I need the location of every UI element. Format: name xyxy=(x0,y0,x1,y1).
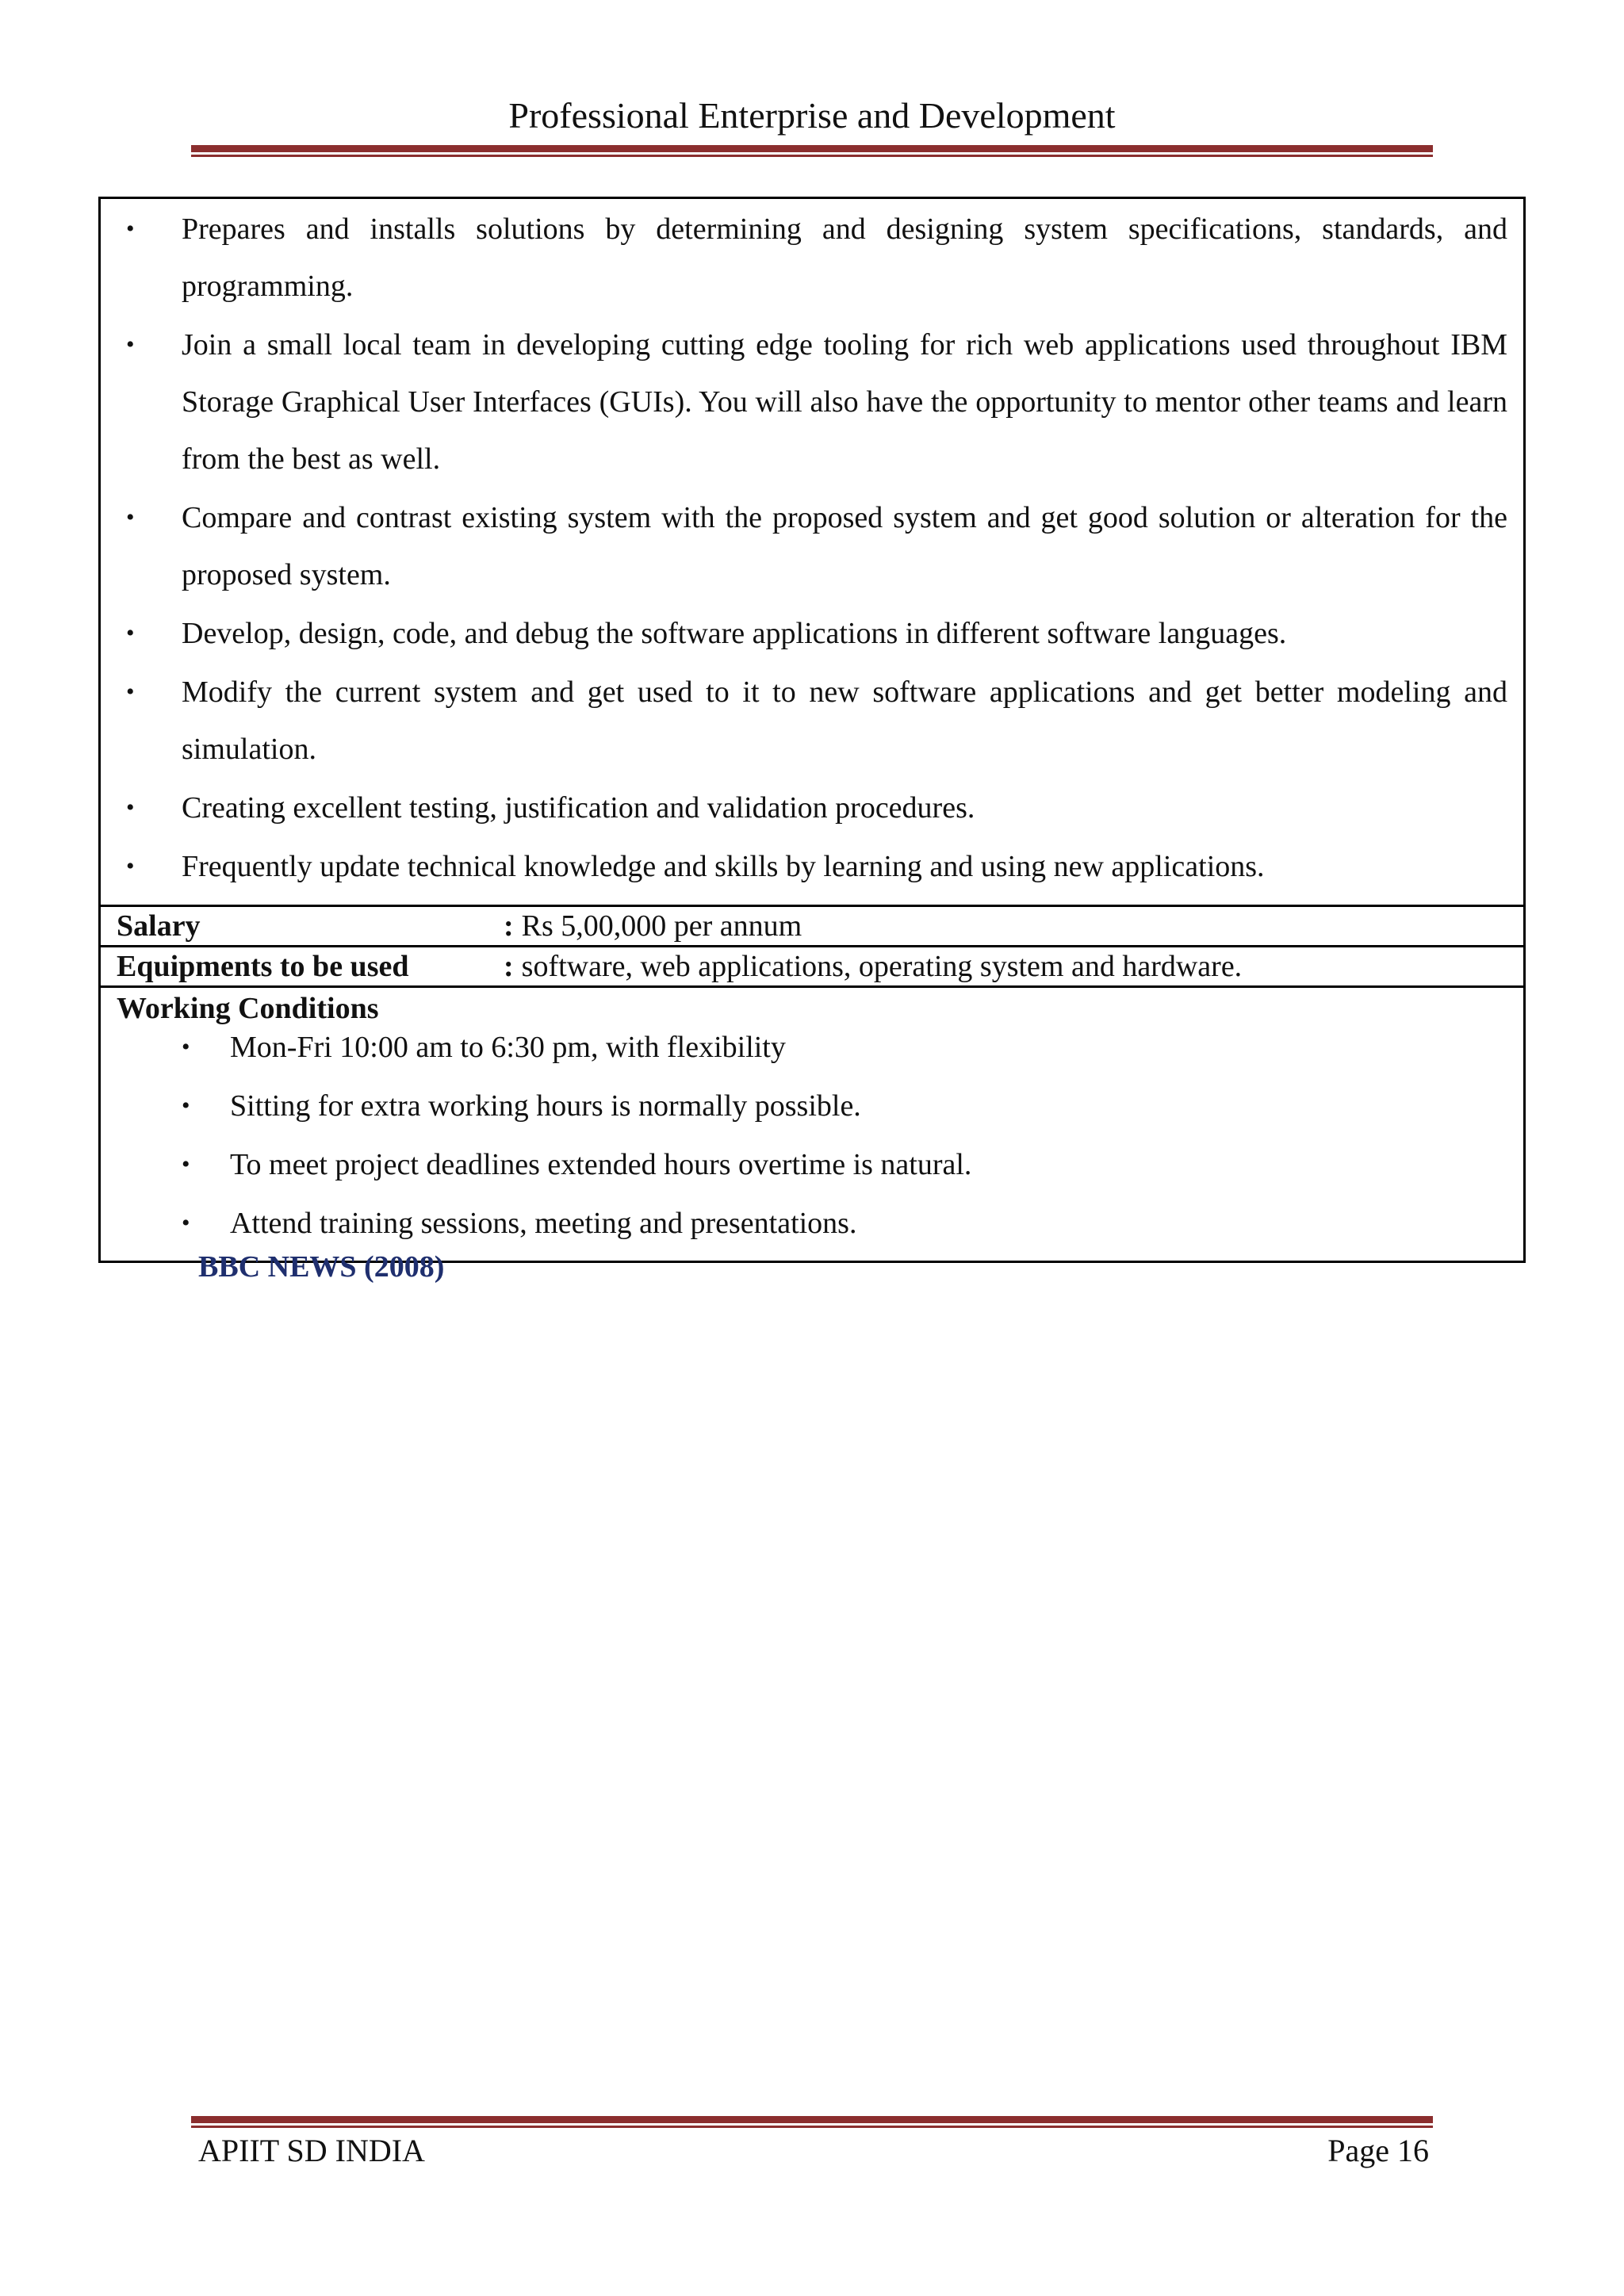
header-rule xyxy=(191,145,1433,157)
equipment-separator: : xyxy=(504,950,514,983)
footer-rule xyxy=(191,2116,1433,2128)
equipment-value: software, web applications, operating system and hardware. xyxy=(521,950,1243,983)
duty-item: • Creating excellent testing, justification and validation procedures. xyxy=(117,779,1507,836)
page-header-title: Professional Enterprise and Development xyxy=(508,95,1116,136)
salary-row xyxy=(101,907,1523,947)
job-description-table xyxy=(98,197,1526,1263)
working-conditions-title: Working Conditions xyxy=(117,992,379,1025)
bullet-icon: • xyxy=(126,620,135,646)
duty-item: • Join a small local team in developing cutting edge tooling for rich web applications used throughout IBM Storage Graphical User Interfaces (GUIs). You will also have the opportunity to mentor other teams and learn from the best as well. xyxy=(117,316,1507,488)
duty-item: • Frequently update technical knowledge and skills by learning and using new applications. xyxy=(117,838,1507,895)
bullet-icon: • xyxy=(126,331,135,358)
bullet-icon: • xyxy=(182,1093,190,1119)
duty-item: • Develop, design, code, and debug the software applications in different software languages. xyxy=(117,605,1507,662)
bullet-icon: • xyxy=(126,216,135,242)
duty-item: • Modify the current system and get used to it to new software applications and get better modeling and simulation. xyxy=(117,664,1507,778)
duty-item: • Compare and contrast existing system with the proposed system and get good solution or alteration for the proposed system. xyxy=(117,489,1507,603)
salary-value: Rs 5,00,000 per annum xyxy=(521,909,802,943)
bullet-icon: • xyxy=(126,504,135,530)
bullet-icon: • xyxy=(126,679,135,705)
condition-item: • Attend training sessions, meeting and presentations. xyxy=(117,1194,1507,1253)
bullet-icon: • xyxy=(182,1034,190,1060)
condition-item: • Mon-Fri 10:00 am to 6:30 pm, with flexibility xyxy=(117,1018,1507,1077)
page-number: Page 16 xyxy=(1327,2133,1429,2168)
bullet-icon: • xyxy=(182,1151,190,1177)
bullet-icon: • xyxy=(182,1210,190,1236)
citation: BBC NEWS (2008) xyxy=(198,1250,445,1284)
working-conditions-section xyxy=(101,988,1523,1261)
condition-item: • Sitting for extra working hours is normally possible. xyxy=(117,1077,1507,1135)
salary-label: Salary xyxy=(117,909,201,943)
footer-organization: APIIT SD INDIA xyxy=(198,2133,425,2168)
condition-item: • To meet project deadlines extended hours overtime is natural. xyxy=(117,1135,1507,1194)
equipment-row xyxy=(101,947,1523,988)
equipment-label: Equipments to be used xyxy=(117,950,409,983)
salary-separator: : xyxy=(504,909,514,943)
duty-item: • Prepares and installs solutions by determining and designing system specifications, standards, and programming. xyxy=(117,201,1507,315)
bullet-icon: • xyxy=(126,794,135,821)
duties-list xyxy=(101,199,1523,907)
bullet-icon: • xyxy=(126,853,135,879)
